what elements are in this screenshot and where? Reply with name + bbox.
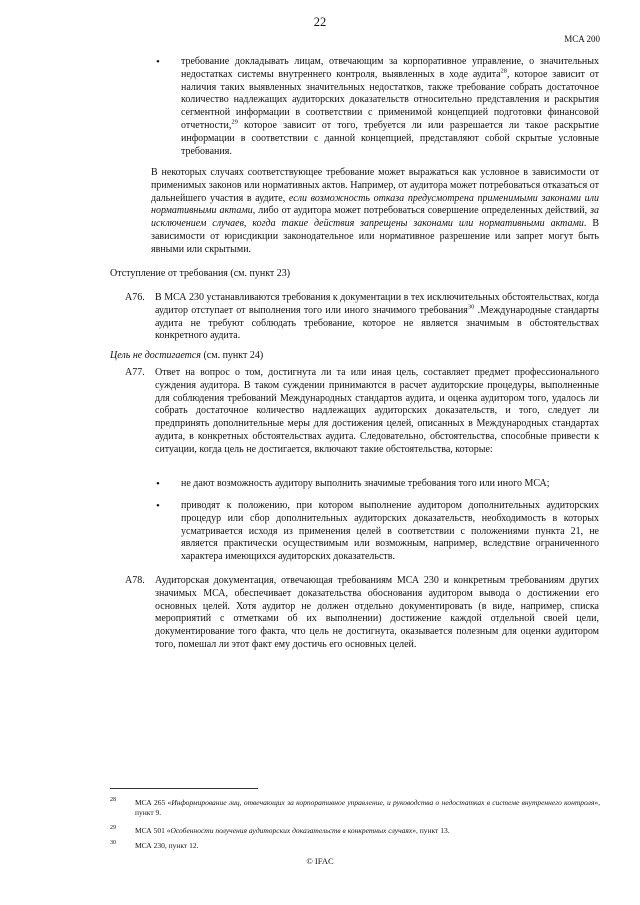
copyright-footer: © IFAC <box>306 856 334 866</box>
footnote-ref: 29 <box>231 118 238 126</box>
bullet-paragraph: требование докладывать лицам, отвечающим за корпоративное управление, о значительных недостатках системы внутреннего контроля, выявленных в ходе аудита$^{28}$, которое зависит от наличия таких выявленных значительных недостатков, также требование собрать достаточное количество надлежащих аудиторских доказательств относительно представления и раскрытия сегментной информации в соответствии с применимой концепцией подготовки финансовой отчетности,$^{29}$ которое зависит от того, требуется ли или разрешается ли такое раскрытие информации в соответствии с данной концепцией, представляют собой скрытые условные требования. <box>181 56 599 157</box>
bullet-item: приводят к положению, при котором выполнение аудитором дополнительных аудиторских процедур или сбор дополнительных аудиторских доказательств, необходимость в которых усматривается исходя из применения целей в соответствии с положениями пункта 21, не является практически осуществимым или возможным, например, вследствие ограниченного характера имеющихся аудиторских доказательств. <box>181 500 599 563</box>
footnote-ref: 28 <box>500 67 508 75</box>
section-heading: Отступление от требования (см. пункт 23) <box>110 268 291 279</box>
section-heading: Цель не достигается (см. пункт 24) <box>110 350 264 361</box>
footnote-number: 29 <box>110 825 116 831</box>
paragraph-conditional: В некоторых случаях соответствующее требование может выражаться как условное в зависимости от применимых законов или нормативных актов. Например, от аудитора может потребоваться отказаться от дальнейшего участия в аудите, если возможность отказа предусмотрена применимыми законами или нормативными актами, либо от аудитора может потребоваться совершение определенных действий, за исключением случаев, когда такие действия запрещены законами или нормативными актами. В зависимости от юрисдикции законодательное или нормативное разрешение или запрет могут быть явными или скрытыми. <box>151 167 600 255</box>
footnote-ref: 30 <box>467 303 475 311</box>
footnote-separator <box>110 788 258 789</box>
footnote-number: 28 <box>110 797 116 803</box>
paragraph-label: A78. <box>125 575 145 586</box>
bullet-marker: • <box>156 56 160 68</box>
paragraph-a76: В МСА 230 устанавливаются требования к документации в тех исключительных обстоятельствах, когда аудитор отступает от выполнения того или иного значимого требования$^{30}$ .Международные стандарты аудита не требуют соблюдать требование, которое не является значимым в обстоятельствах конкретного аудита. <box>155 292 600 342</box>
paragraph-label: A76. <box>125 292 145 303</box>
footnote: 29 МСА 501 «Особенности получения аудиторских доказательств в конкретных случаях», пункт 13. <box>110 825 450 835</box>
footnote: 28 МСА 265 «Информирование лиц, отвечающих за корпоративное управление, и руководства о недостатках в системе внутреннего контроля», пункт 9. <box>110 797 600 817</box>
paragraph-a78: Аудиторская документация, отвечающая требованиям МСА 230 и конкретным требованиям других значимых МСА, обеспечивает доказательства обоснования аудитором вывода о достижении его основных целей. Хотя аудитор не должен отдельно документировать (в виде, например, списка мероприятий с отметками об их выполнении) достижение каждой отдельной своей цели, документирование того факта, что цель не достигнута, оказывается полезным для оценки аудитором того, помешал ли этот факт ему достичь его основных целей. <box>155 575 599 650</box>
footnote: 30 МСА 230, пункт 12. <box>110 840 199 850</box>
bullet-marker: • <box>156 500 160 512</box>
document-code: MCA 200 <box>564 34 600 44</box>
bullet-item: не дают возможность аудитору выполнить значимые требования того или иного МСА; <box>181 478 550 489</box>
paragraph-a77: Ответ на вопрос о том, достигнута ли та или иная цель, составляет предмет профессионального суждения аудитора. В таком суждении принимаются в расчет аудиторские процедуры, выполненные для соблюдения требований Международных стандартов аудита, и оценка аудитором того, удалось ли собрать достаточное количество надлежащих аудиторских доказательств, и того, следует ли предпринять дополнительные меры для достижения целей, описанных в Международных стандартах аудита, в конкретных обстоятельствах аудита. Следовательно, обстоятельства, способные привести к ситуации, когда цель не достигается, включают такие обстоятельства, которые: <box>155 367 599 455</box>
page-number: 22 <box>313 15 327 29</box>
paragraph-label: A77. <box>125 367 145 378</box>
footnote-number: 30 <box>110 840 116 846</box>
bullet-marker: • <box>156 478 160 490</box>
